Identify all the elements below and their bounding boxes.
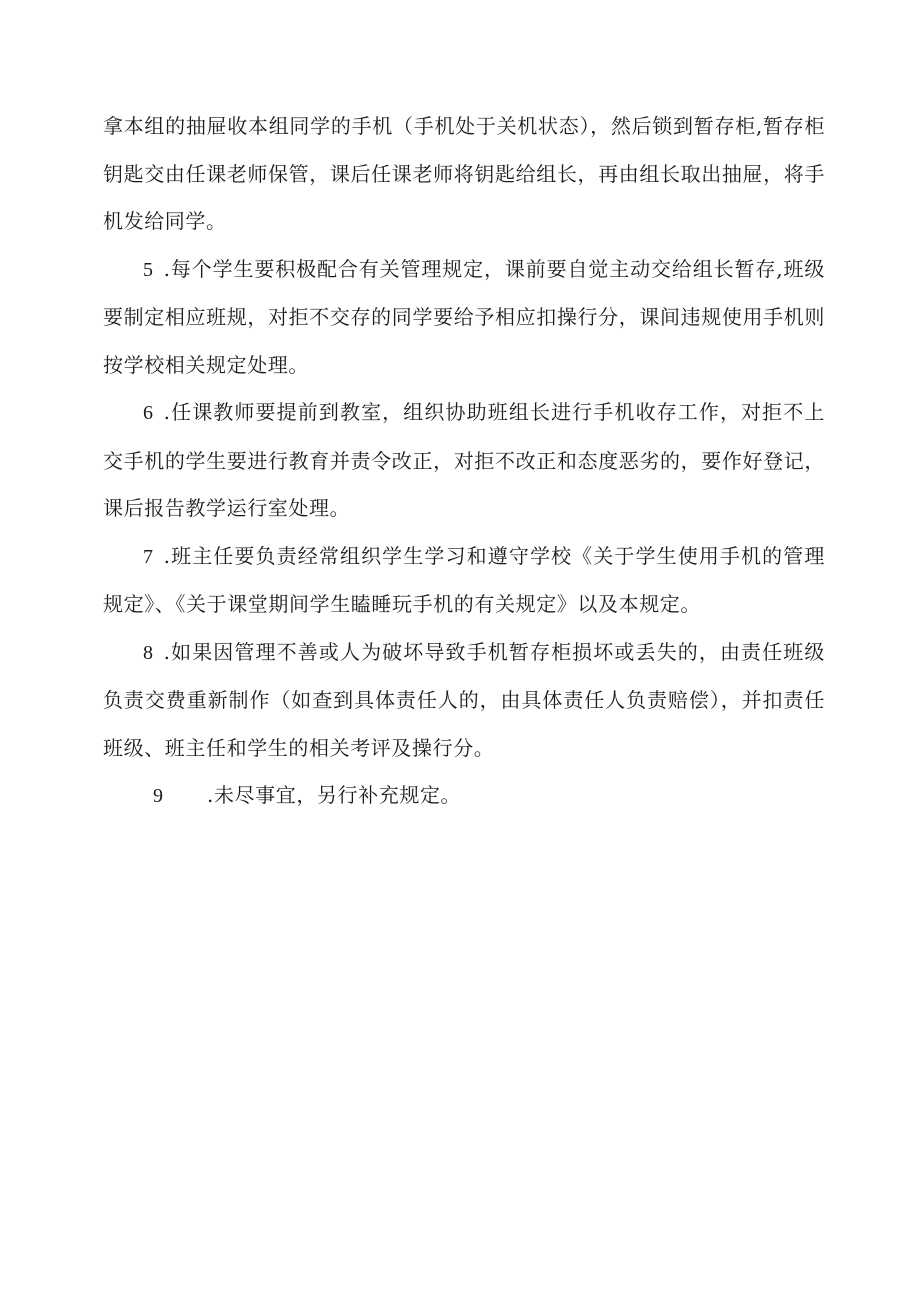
item-number: 5 xyxy=(143,258,154,281)
item-number: 7 xyxy=(143,545,154,568)
paragraph-item-5 xyxy=(103,246,825,390)
paragraph-item-7 xyxy=(103,533,825,629)
item-number: 9 xyxy=(153,785,164,807)
paragraph-text: 拿本组的抽屉收本组同学的手机（手机处于关机状态），然后锁到暂存柜,暂存柜钥匙交由任课老师保管，课后任课老师将钥匙给组长，再由组长取出抽屉，将手机发给同学。 xyxy=(103,114,825,233)
document-body xyxy=(103,103,825,821)
item-number: 8 xyxy=(143,641,154,664)
item-number: 6 xyxy=(143,402,154,424)
paragraph-item-6 xyxy=(103,389,825,533)
paragraph-text: .每个学生要积极配合有关管理规定，课前要自觉主动交给组长暂存,班级要制定相应班规，对拒不交存的同学要给予相应扣操行分，课间违规使用手机则按学校相关规定处理。 xyxy=(103,256,825,377)
paragraph-text: .如果因管理不善或人为破坏导致手机暂存柜损坏或丢失的，由责任班级负责交费重新制作（如查到具体责任人的，由具体责任人负责赔偿），并扣责任班级、班主任和学生的相关考评及操行分。 xyxy=(103,639,825,760)
paragraph-continuation xyxy=(103,103,825,246)
paragraph-item-8 xyxy=(103,629,825,773)
paragraph-text: .未尽事宜，另行补充规定。 xyxy=(207,783,462,807)
paragraph-item-9 xyxy=(103,772,825,821)
paragraph-text: .班主任要负责经常组织学生学习和遵守学校《关于学生使用手机的管理规定》、《关于课堂期间学生瞌睡玩手机的有关规定》以及本规定。 xyxy=(103,543,825,616)
paragraph-text: .任课教师要提前到教室，组织协助班组长进行手机收存工作，对拒不上交手机的学生要进行教育并责令改正，对拒不改正和态度恶劣的，要作好登记，课后报告教学运行室处理。 xyxy=(103,400,825,520)
